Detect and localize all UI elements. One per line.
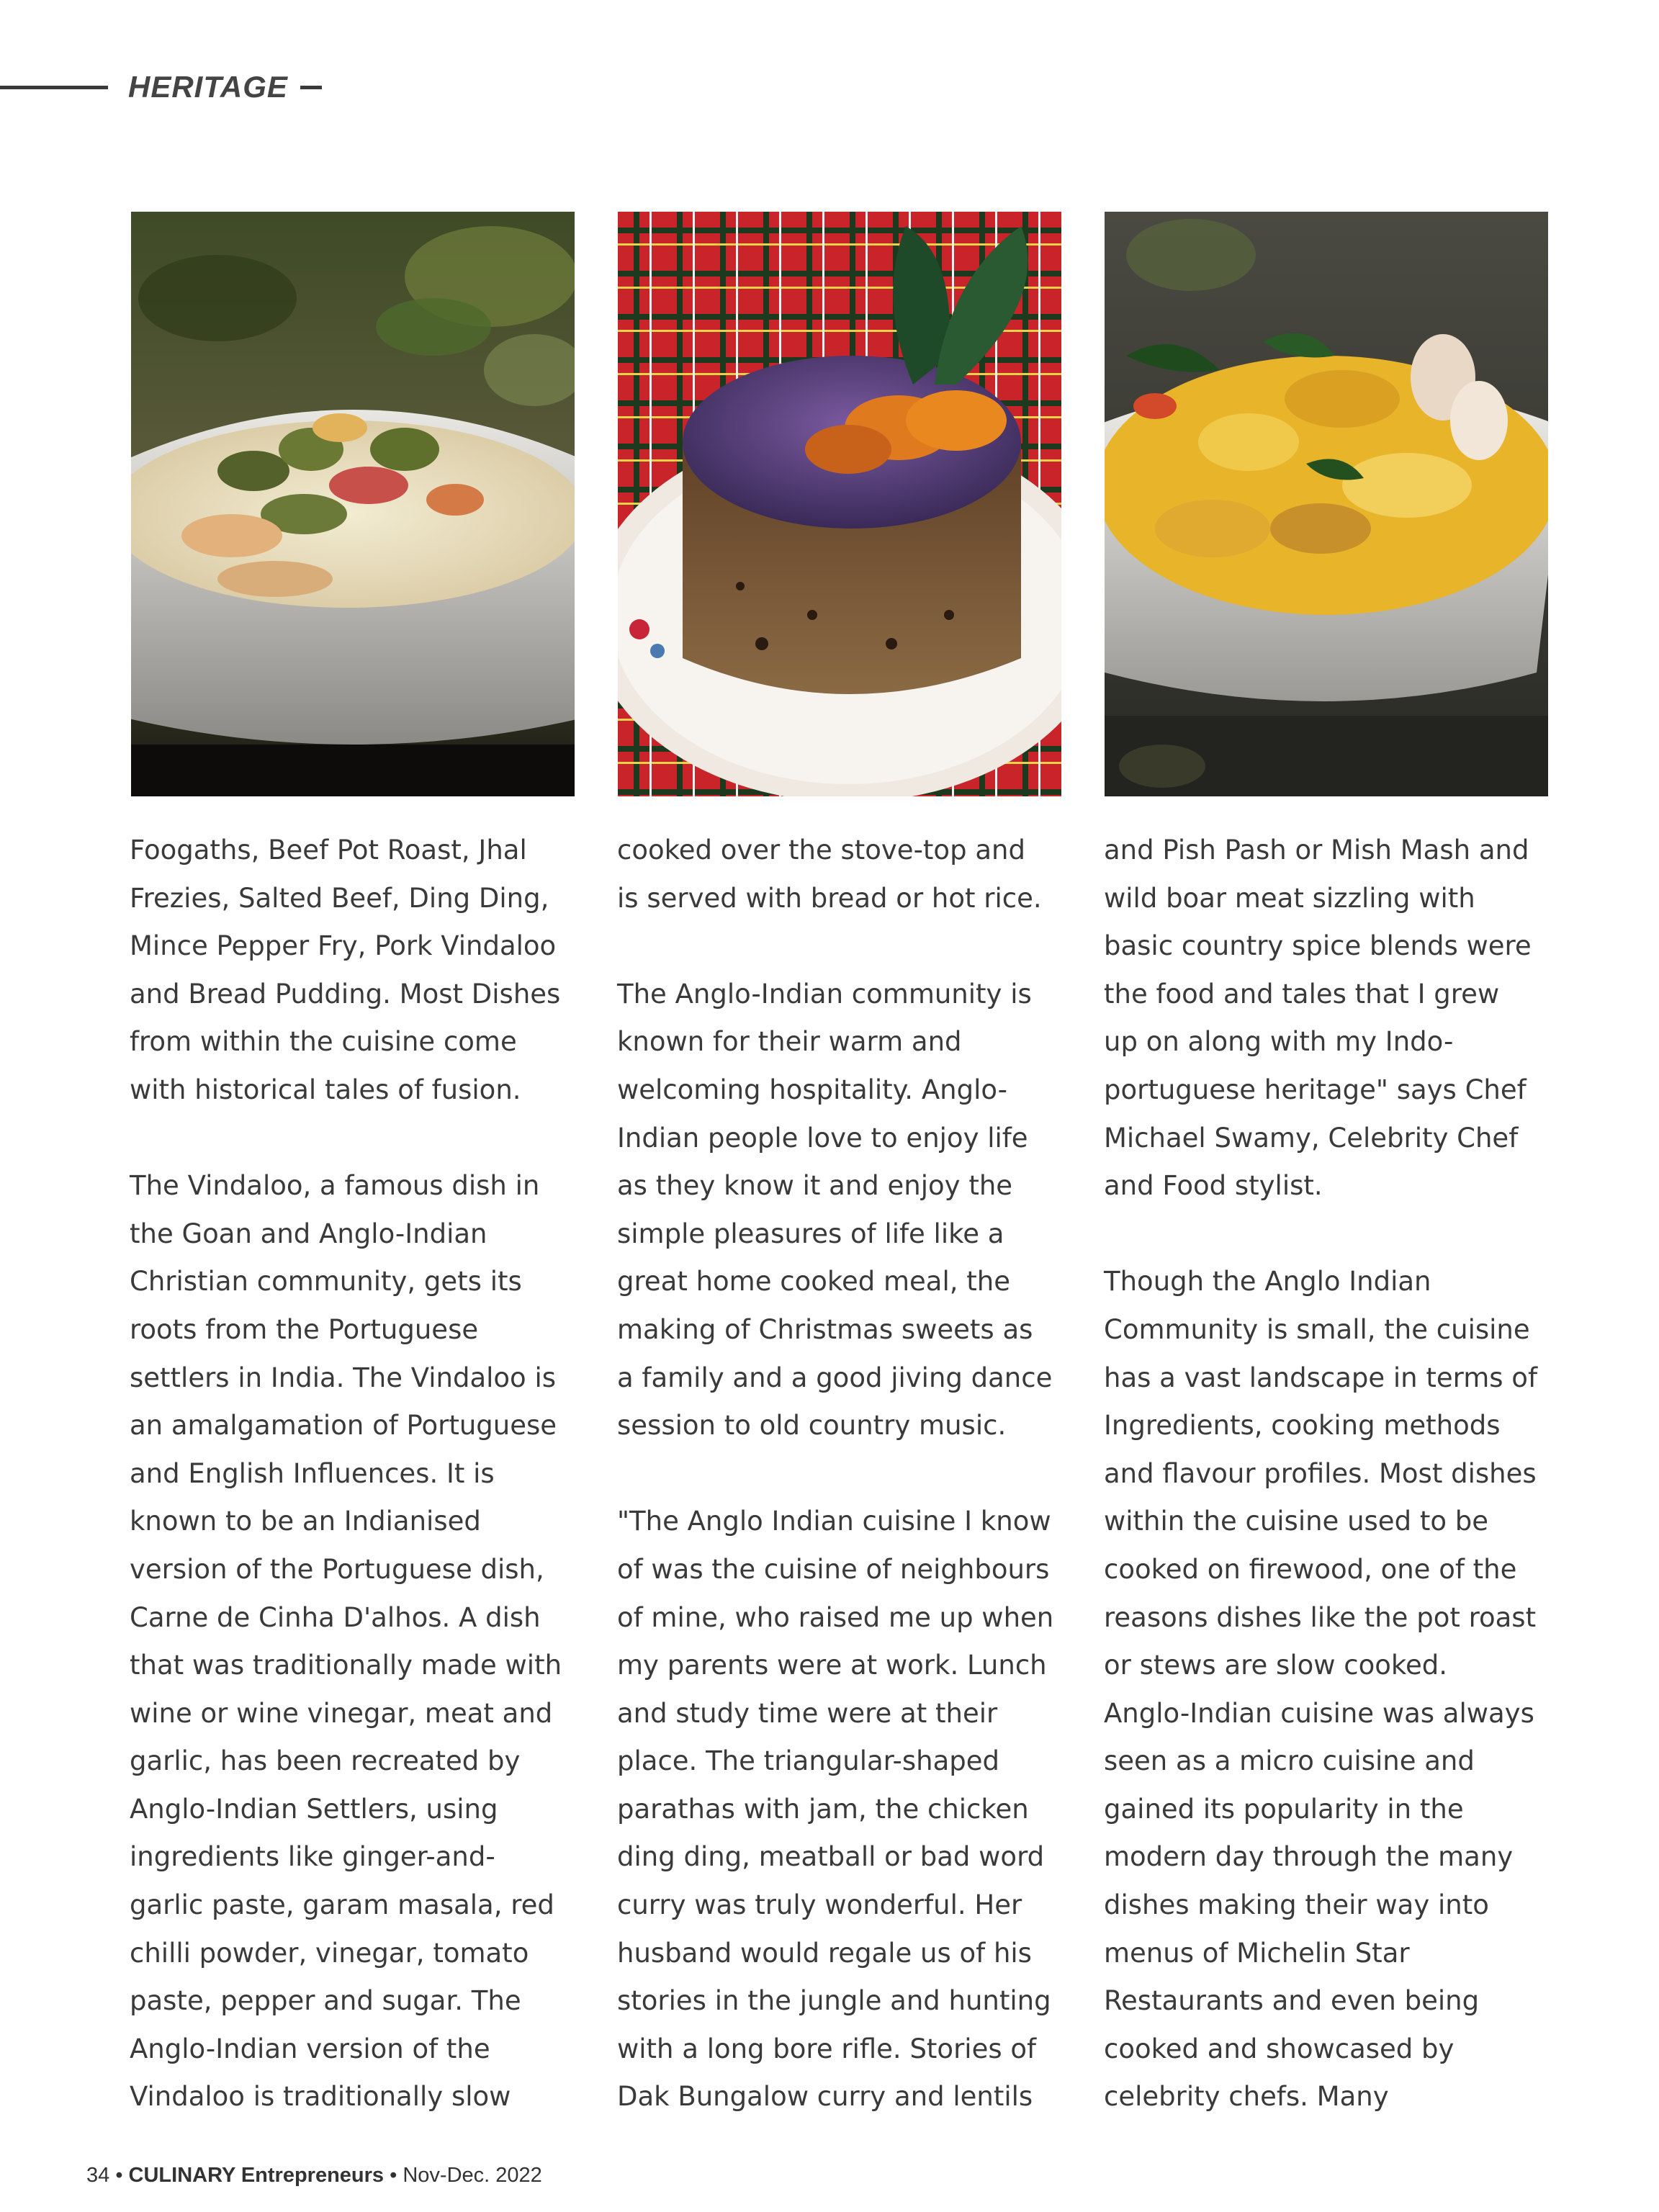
publication-name: CULINARY Entrepreneurs xyxy=(128,2164,385,2187)
text-column-2 xyxy=(617,827,1078,2121)
section-header xyxy=(0,69,346,105)
footer-bullet: • xyxy=(390,2164,397,2187)
paragraph: and Pish Pash or Mish Mash and wild boar meat sizzling with basic country spice blends were the food and tales that I grew up on along with my Indo- portuguese heritage" says Chef Michael Swamy, Celebrity Chef and Food stylist. xyxy=(1104,835,1532,1202)
paragraph: Though the Anglo Indian Community is small, the cuisine has a vast landscape in terms of Ingredients, cooking methods and flavour profiles. Most dishes within the cuisine used to be cooked on firewood, one of the reasons dishes like the pot roast or stews are slow cooked. Anglo-Indian cuisine was always seen as a micro cuisine and gained its popularity in the modern day through the many dishes making their way into menus of Michelin Star Restaurants and even being cooked and showcased by celebrity chefs. Many xyxy=(1104,1266,1537,2113)
header-rule-left xyxy=(0,86,108,89)
pudding-with-orange-slices-photo xyxy=(618,212,1061,796)
paragraph: The Anglo-Indian community is known for their warm and welcoming hospitality. Anglo- Indian people love to enjoy life as they know it and enjoy the simple pleasures of life like a great home cooked meal, the making of Christmas sweets as a family and a good jiving dance session to old country music. xyxy=(617,978,1053,1442)
footer-bullet: • xyxy=(115,2164,123,2187)
section-title: HERITAGE xyxy=(128,70,288,104)
paragraph: Foogaths, Beef Pot Roast, Jhal Frezies, Salted Beef, Ding Ding, Mince Pepper Fry, Pork Vindaloo and Bread Pudding. Most Dishes from within the cuisine come with historical tales of fusion. xyxy=(130,835,561,1105)
photo-vegetable-curry xyxy=(131,212,575,796)
header-rule-right xyxy=(300,86,322,89)
egg-bhurji-bowl-photo xyxy=(1105,212,1548,796)
paragraph: The Vindaloo, a famous dish in the Goan and Anglo-Indian Christian community, gets its roots from the Portuguese settlers in India. The Vindaloo is an amalgamation of Portuguese and English Influences. It is known to be an Indianised version of the Portuguese dish, Carne de Cinha D'alhos. A dish that was traditionally made with wine or wine vinegar, meat and garlic, has been recreated by Anglo-Indian Settlers, using ingredients like ginger-and- garlic paste, garam masala, red chilli powder, vinegar, tomato paste, pepper and sugar. The Anglo-Indian version of the Vindaloo is traditionally slow xyxy=(130,1170,562,2113)
page-footer xyxy=(86,2160,542,2190)
photo-pudding xyxy=(618,212,1061,796)
paragraph: "The Anglo Indian cuisine I know of was the cuisine of neighbours of mine, who raised me up when my parents were at work. Lunch and study time were at their place. The triangular-shaped parathas with jam, the chicken ding ding, meatball or bad word curry was truly wonderful. Her husband would regale us of his stories in the jungle and hunting with a long bore rifle. Stories of Dak Bungalow curry and lentils xyxy=(617,1506,1054,2113)
paragraph: cooked over the stove-top and is served with bread or hot rice. xyxy=(617,835,1042,914)
photo-egg-bhurji xyxy=(1105,212,1548,796)
text-column-1 xyxy=(130,827,590,2121)
issue-date: Nov-Dec. 2022 xyxy=(403,2164,542,2187)
vegetable-curry-bowl-photo xyxy=(131,212,575,796)
text-column-3 xyxy=(1104,827,1565,2121)
page-number: 34 xyxy=(86,2164,110,2187)
